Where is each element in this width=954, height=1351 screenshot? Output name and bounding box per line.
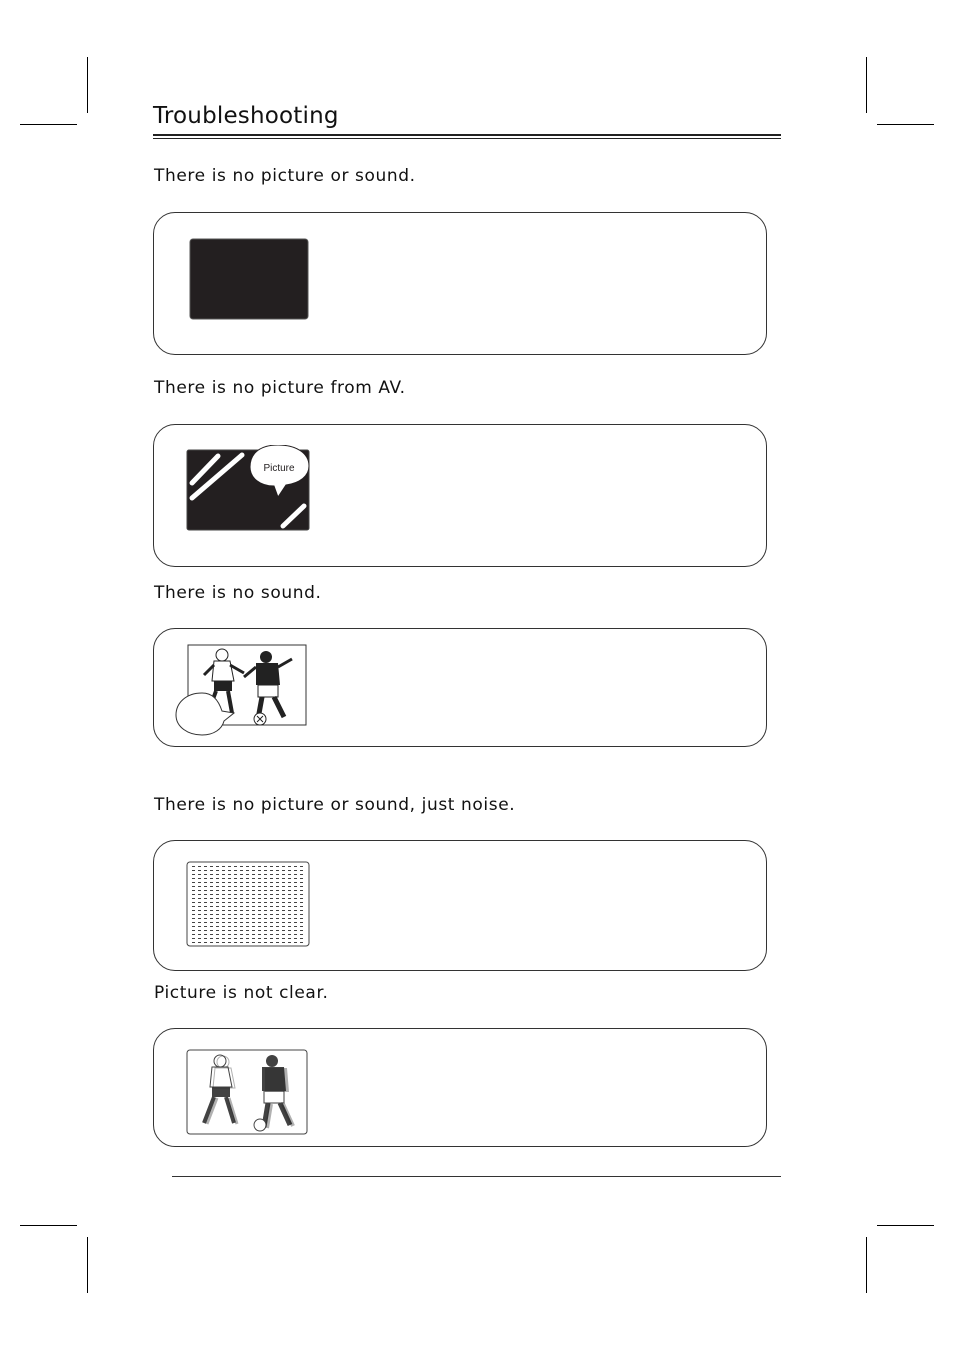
section-box (153, 424, 767, 567)
crop-mark (20, 1225, 77, 1226)
section-box (153, 212, 767, 355)
crop-mark (87, 57, 88, 113)
section-box (153, 1028, 767, 1147)
footer-rule (172, 1176, 781, 1177)
screen-picture-bubble-icon (186, 445, 312, 537)
section-heading: There is no picture or sound, just noise. (154, 795, 516, 815)
section-heading: There is no picture from AV. (154, 378, 406, 398)
section-box (153, 840, 767, 971)
crop-mark (20, 124, 77, 125)
section-heading: There is no picture or sound. (154, 166, 416, 186)
black-screen-icon (189, 238, 309, 324)
blurry-football-icon (186, 1049, 310, 1141)
section-box (153, 628, 767, 747)
section-heading: There is no sound. (154, 583, 322, 603)
crop-mark (87, 1237, 88, 1293)
crop-mark (866, 1237, 867, 1293)
football-no-sound-icon (174, 643, 309, 743)
crop-mark (866, 57, 867, 113)
static-noise-screen-icon (186, 861, 310, 951)
section-heading: Picture is not clear. (154, 983, 329, 1003)
crop-mark (877, 124, 934, 125)
crop-mark (877, 1225, 934, 1226)
page-title: Troubleshooting (153, 103, 339, 129)
bubble-text: Picture (263, 463, 295, 474)
title-rule (153, 134, 781, 136)
title-rule-thin (153, 138, 781, 139)
